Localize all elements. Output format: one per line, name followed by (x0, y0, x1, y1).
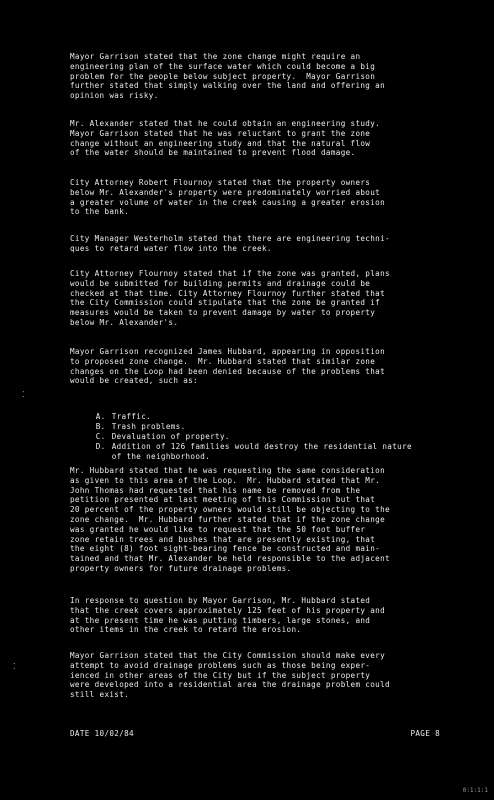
problem-text: Trash problems. (111, 421, 186, 431)
microfilm-code: 0:1:1:1 (462, 787, 488, 794)
scan-speck: ⁚ (22, 390, 25, 399)
problem-label: D. (95, 441, 106, 451)
problem-label: A. (95, 411, 106, 421)
paragraph-westerholm-techniques: City Manager Westerholm stated that there are engineering techni- ques to retard water flow into the creek. (70, 234, 390, 253)
paragraph-hubbard-creek: In response to question by Mayor Garrison, Mr. Hubbard stated that the creek covers approximately 125 feet of his property and at the present time he was putting timbers, large stones, and other items in the creek to retard the erosion. (70, 596, 385, 635)
problem-label: B. (95, 421, 106, 431)
scan-speck: ⁚ (13, 662, 16, 671)
paragraph-garrison-drainage: Mayor Garrison stated that the City Commission should make every attempt to avoid drainage problems such as those being exper- ienced in other areas of the City but if the subject property were developed into a residential area the drainage problem could still exist. (70, 651, 390, 700)
problem-label: C. (95, 431, 106, 441)
problem-text: Devaluation of property. (111, 431, 230, 441)
footer-page-number: PAGE 8 (410, 729, 440, 738)
paragraph-alexander-study: Mr. Alexander stated that he could obtain an engineering study. Mayor Garrison stated that he was reluctant to grant the zone change without an engineering study and that the natural flow of the water should be maintained to prevent flood damage. (70, 119, 381, 158)
page-footer (70, 729, 440, 738)
footer-date: DATE 10/02/84 (70, 729, 134, 738)
problem-text: Traffic. (111, 411, 152, 421)
paragraph-flournoy-permits: City Attorney Flournoy stated that if the zone was granted, plans would be submitted for building permits and drainage could be checked at that time. City Attorney Flournoy further stated that the City Commission could stipulate that the zone be granted if measures would be taken to prevent damage by water to property below Mr. Alexander's. (70, 269, 390, 327)
paragraph-hubbard-opposition: Mayor Garrison recognized James Hubbard, appearing in opposition to proposed zone change. Mr. Hubbard stated that similar zone changes on the Loop had been denied because of the problems that would be created, such as: (70, 347, 385, 386)
problem-text: Addition of 126 families would destroy the residential nature of the neighborhood. (111, 441, 412, 461)
paragraph-garrison-engineering-plan: Mayor Garrison stated that the zone change might require an engineering plan of the surface water which could become a big problem for the people below subject property. Mayor Garrison further stated that simply walking over the land and offering an opinion was risky. (70, 52, 385, 101)
paragraph-flournoy-erosion: City Attorney Robert Flournoy stated that the property owners below Mr. Alexander's property were predominately worried about a greater volume of water in the creek causing a greater erosion to the bank. (70, 178, 385, 217)
paragraph-hubbard-consideration: Mr. Hubbard stated that he was requesting the same consideration as given to this area of the Loop. Mr. Hubbard stated that Mr. John Thomas had requested that his name be removed from the petition presented at last meeting of this Commission but that 20 percent of the property owners would still be objecting to the zone change. Mr. Hubbard further stated that if the zone change was granted he would like to request that the 50 foot buffer zone retain trees and bushes that are presently existing, that the eight (8) foot sight-bearing fence be constructed and main- tained and that Mr. Alexander be held responsible to the adjacent property owners for future drainage problems. (70, 466, 390, 573)
